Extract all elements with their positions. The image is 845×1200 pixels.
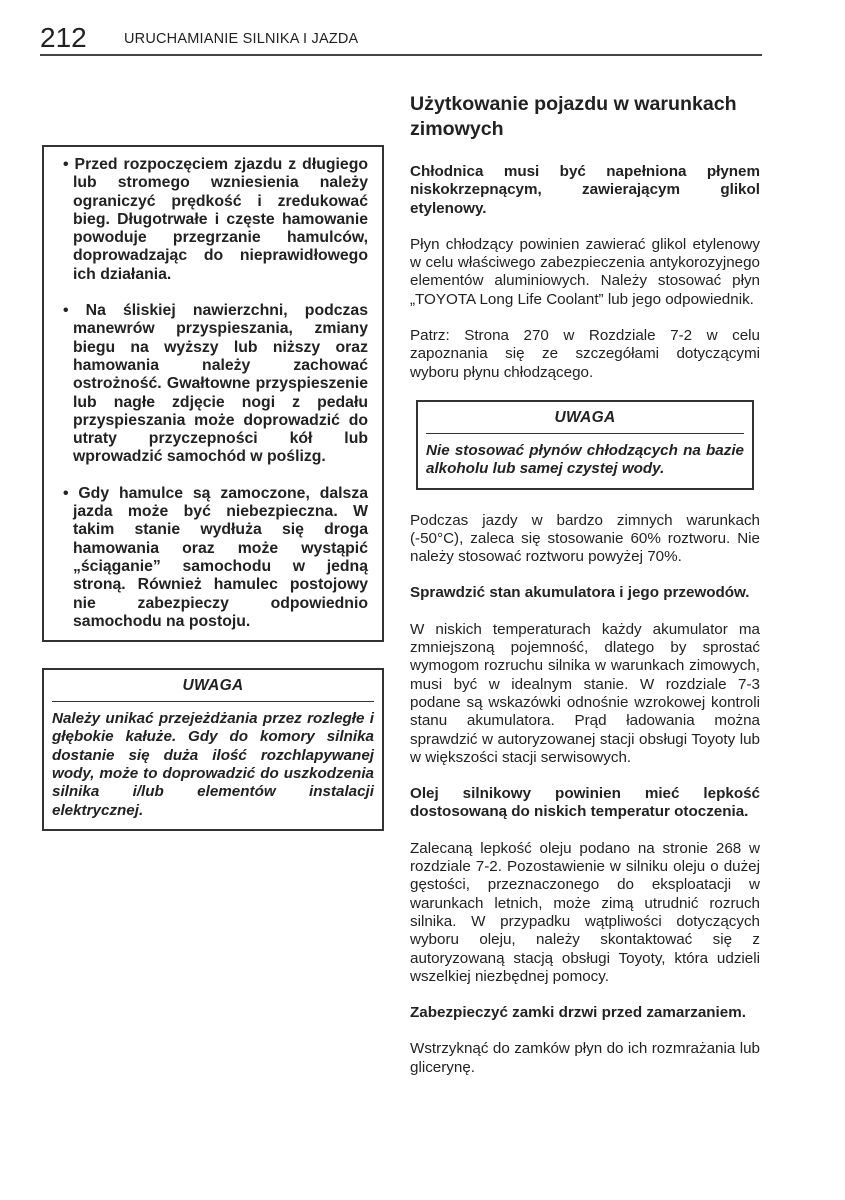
coolant-reference-paragraph: Patrz: Strona 270 w Rozdziale 7-2 w celu zapoznania się ze szczegółami dotyczącymi wyboru płynu chłodzącego. [410,327,760,381]
coolant-concentration-paragraph: Podczas jazdy w bardzo zimnych warunkach (-50°C), zaleca się stosowanie 60% roztworu. Nie należy stosować roztworu powyżej 70%. [410,511,760,566]
warning-item-descent: • Przed rozpoczęciem zjazdu z długiego lub stromego wzniesienia należy ograniczyć prędkość i zredukować bieg. Długotrwałe i częste hamowanie powoduje przegrzanie hamulców, doprowadzając do nieprawidłowego ich działania. [63,156,368,283]
coolant-heading: Chłodnica musi być napełniona płynem niskokrzepnącym, zawierającym glikol etylenowy. [410,163,760,217]
locks-heading: Zabezpieczyć zamki drzwi przed zamarzaniem. [410,1004,746,1022]
battery-heading: Sprawdzić stan akumulatora i jego przewodów. [410,584,750,602]
notice-text: Należy unikać przejeżdżania przez rozległe i głębokie kałuże. Gdy do komory silnika dostanie się duża ilość rozchlapywanej wody, może to doprowadzić do uszkodzenia silnika i/lub elementów instalacji elektrycznej. [52,710,374,819]
notice-text: Nie stosować płynów chłodzących na bazie alkoholu lub samej czystej wody. [426,441,744,478]
oil-heading: Olej silnikowy powinien mieć lepkość dostosowaną do niskich temperatur otoczenia. [410,785,760,821]
notice-box-coolant [416,400,754,490]
right-column [410,92,760,1095]
notice-heading: UWAGA [52,670,374,702]
warning-item-slippery-surface: • Na śliskiej nawierzchni, podczas manewrów przyspieszania, zmiany biegu na wyższy lub niższy oraz hamowania należy zachować ostrożność. Gwałtowne przyspieszenie lub nagłe zdjęcie nogi z pedału przyspieszania może doprowadzić do utraty przyczepności kół lub wprowadzić samochód w poślizg. [63,302,368,466]
chapter-title: URUCHAMIANIE SILNIKA I JAZDA [124,31,359,47]
left-column [42,145,384,831]
warning-box [42,145,384,642]
section-title: Użytkowanie pojazdu w warunkach zimowych [410,93,737,140]
locks-paragraph: Wstrzyknąć do zamków płyn do ich rozmrażania lub glicerynę. [410,1040,760,1076]
notice-heading: UWAGA [426,402,744,434]
page-header [40,22,762,56]
page-number: 212 [40,22,87,53]
warning-item-wet-brakes: • Gdy hamulce są zamoczone, dalsza jazda może być niebezpieczna. W takim stanie wydłuża się droga hamowania oraz może wystąpić „ściąganie” samochodu w jedną stroną. Również hamulec postojowy nie zabezpieczy odpowiednio samochodu na postoju. [63,484,368,630]
oil-paragraph: Zalecaną lepkość oleju podano na stronie 268 w rozdziale 7-2. Pozostawienie w silniku oleju o dużej gęstości, przeznaczonego do eksploatacji w warunkach letnich, może zimą utrudnić rozruch silnika. W przypadku wątpliwości dotyczących wyboru oleju, należy skontaktować się z autoryzowaną stacją obsługi Toyoty, która udzieli wszelkiej niezbędnej pomocy. [410,839,760,985]
notice-box-puddles [42,668,384,831]
battery-paragraph: W niskich temperaturach każdy akumulator ma zmniejszoną pojemność, dlatego by sprostać wymogom rozruchu silnika w warunkach zimowych, musi być w idealnym stanie. W rozdziale 7-3 podane są wskazówki odnośnie wzrokowej kontroli stanu akumulatora. Prąd ładowania można sprawdzić w autoryzowanej stacji obsługi Toyoty lub w większości stacji serwisowych. [410,620,760,766]
coolant-paragraph: Płyn chłodzący powinien zawierać glikol etylenowy w celu właściwego zabezpieczenia antykorozyjnego elementów aluminiowych. Należy stosować płyn „TOYOTA Long Life Coolant” lub jego odpowiednik. [410,235,760,308]
